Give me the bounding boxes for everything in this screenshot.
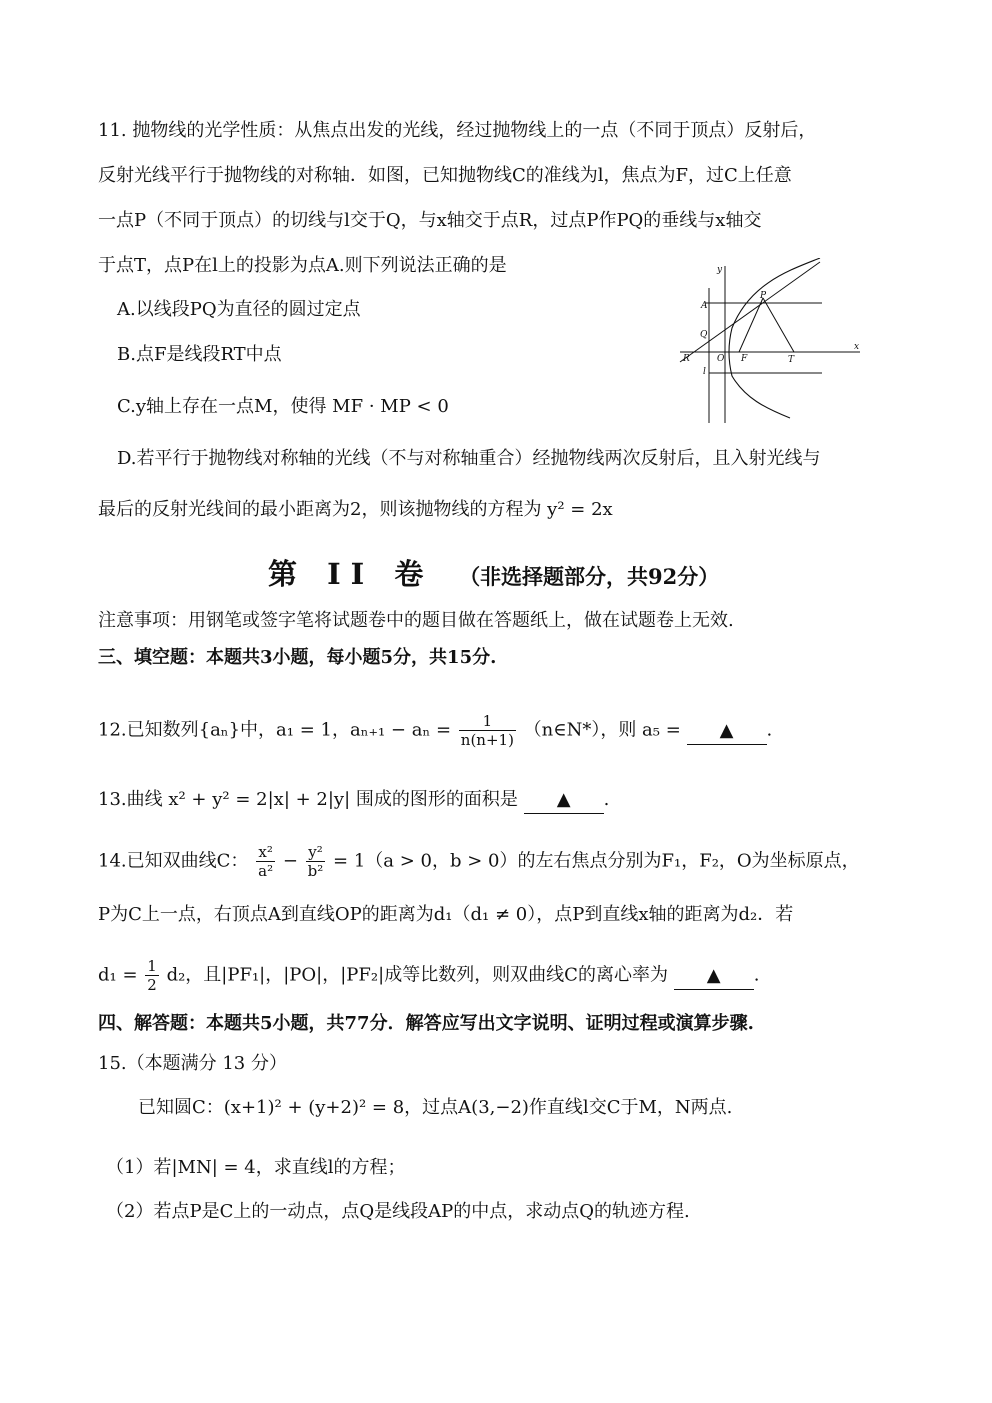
- part-3-heading: 三、填空题：本题共3小题，每小题5分，共15分.: [98, 647, 497, 668]
- q13-stem: 13.曲线 x² + y² = 2|x| + 2|y| 围成的图形的面积是: [98, 789, 518, 810]
- tangent-line: [680, 262, 820, 362]
- section-2-title: [268, 552, 719, 593]
- q11-option-a: A.以线段PQ为直径的圆过定点: [117, 299, 361, 320]
- q11-option-c: C.y轴上存在一点M，使得 MF · MP < 0: [117, 396, 449, 417]
- line-pf: [739, 298, 763, 352]
- label-t: T: [788, 355, 795, 365]
- question-13: 13.曲线 x² + y² = 2|x| + 2|y| 围成的图形的面积是 ▲ .: [98, 787, 609, 814]
- q12-fraction-denominator: n(n+1): [460, 731, 514, 749]
- q12-answer-blank: ▲: [687, 718, 767, 745]
- q11-option-d-line-1: D.若平行于抛物线对称轴的光线（不与对称轴重合）经抛物线两次反射后，且入射光线与: [117, 448, 821, 469]
- label-o: O: [717, 354, 725, 364]
- q15-part-1: （1）若|MN| = 4，求直线l的方程；: [106, 1157, 406, 1178]
- q14-minus: −: [282, 850, 298, 872]
- label-y: y: [717, 265, 723, 275]
- q14-fraction-half: [145, 957, 159, 994]
- q15-stem: 已知圆C：(x+1)² + (y+2)² = 8，过点A(3,−2)作直线l交C于M，N两点.: [138, 1097, 733, 1118]
- q12-fraction-numerator: 1: [459, 712, 516, 731]
- line-pt: [763, 298, 794, 352]
- question-14-line-3: d₁ = $\frac{1}{2}$ d₂，且|PF₁|，|PO|，|PF₂|成等比数列，则双曲线C的离心率为 ▲ .: [98, 957, 760, 994]
- question-12: 12.已知数列{aₙ}中，a₁ = 1，aₙ₊₁ − aₙ = $\frac{1}{n(n+1)}$ （n∈N*），则 a₅ = ▲ .: [98, 712, 773, 749]
- q15-part-2: （2）若点P是C上的一动点，点Q是线段AP的中点，求动点Q的轨迹方程.: [106, 1201, 690, 1222]
- label-q: Q: [700, 330, 708, 340]
- label-p: P: [760, 291, 767, 301]
- section-2-heading: 第 II 卷: [268, 557, 434, 591]
- label-f: F: [741, 354, 748, 364]
- q14-fraction-y-denominator: b²: [307, 862, 324, 880]
- q12-fraction: [459, 712, 516, 749]
- q14-fraction-x-denominator: a²: [258, 862, 274, 880]
- q14-fraction-half-numerator: 1: [147, 957, 157, 975]
- parabola-curve: [729, 258, 820, 418]
- q11-line-4: 于点T，点P在l上的投影为点A.则下列说法正确的是: [98, 255, 507, 276]
- section-2-subtitle: （非选择题部分，共92分）: [459, 564, 720, 589]
- q11-option-d-line-2: 最后的反射光线间的最小距离为2，则该抛物线的方程为 y² = 2x: [98, 499, 613, 520]
- parabola-figure: [670, 258, 870, 426]
- notice: 注意事项：用钢笔或签字笔将试题卷中的题目做在答题纸上，做在试题卷上无效.: [98, 610, 734, 631]
- label-x: x: [854, 342, 860, 352]
- question-14-line-2: P为C上一点，右顶点A到直线OP的距离为d₁（d₁ ≠ 0），点P到直线x轴的距离为d₂．若: [98, 904, 794, 925]
- q15-header: 15.（本题满分 13 分）: [98, 1053, 287, 1074]
- q14-fraction-x: [256, 843, 275, 880]
- label-a: A: [701, 301, 708, 311]
- q14-fraction-x-numerator: x²: [256, 843, 275, 862]
- q14-fraction-half-denominator: 2: [147, 976, 157, 994]
- q14-line-3-rest: d₂，且|PF₁|，|PO|，|PF₂|成等比数列，则双曲线C的离心率为: [166, 964, 668, 986]
- q14-fraction-y: [306, 843, 326, 880]
- q14-answer-blank: ▲: [674, 963, 754, 990]
- label-l: l: [703, 367, 706, 377]
- q12-stem: 12.已知数列{aₙ}中，a₁ = 1，aₙ₊₁ − aₙ =: [98, 719, 452, 741]
- label-r: R: [683, 354, 690, 364]
- q11-line-1: 11. 抛物线的光学性质：从焦点出发的光线，经过抛物线上的一点（不同于顶点）反射后，: [98, 120, 817, 141]
- q14-line-1-rest: = 1（a > 0，b > 0）的左右焦点分别为F₁，F₂，O为坐标原点，: [333, 850, 860, 872]
- q14-fraction-y-numerator: y²: [306, 843, 326, 862]
- q11-line-2: 反射光线平行于抛物线的对称轴．如图，已知抛物线C的准线为l，焦点为F，过C上任意: [98, 165, 792, 186]
- part-4-heading: 四、解答题：本题共5小题，共77分．解答应写出文字说明、证明过程或演算步骤.: [98, 1013, 754, 1034]
- q12-condition: （n∈N*），则 a₅ =: [523, 719, 681, 741]
- q13-answer-blank: ▲: [524, 787, 604, 814]
- question-14-line-1: [98, 843, 860, 880]
- q14-prefix: 14.已知双曲线C：: [98, 850, 249, 872]
- q11-line-3: 一点P（不同于顶点）的切线与l交于Q，与x轴交于点R，过点P作PQ的垂线与x轴交: [98, 210, 762, 231]
- q14-d1: d₁ =: [98, 964, 138, 986]
- q11-option-b: B.点F是线段RT中点: [117, 344, 282, 365]
